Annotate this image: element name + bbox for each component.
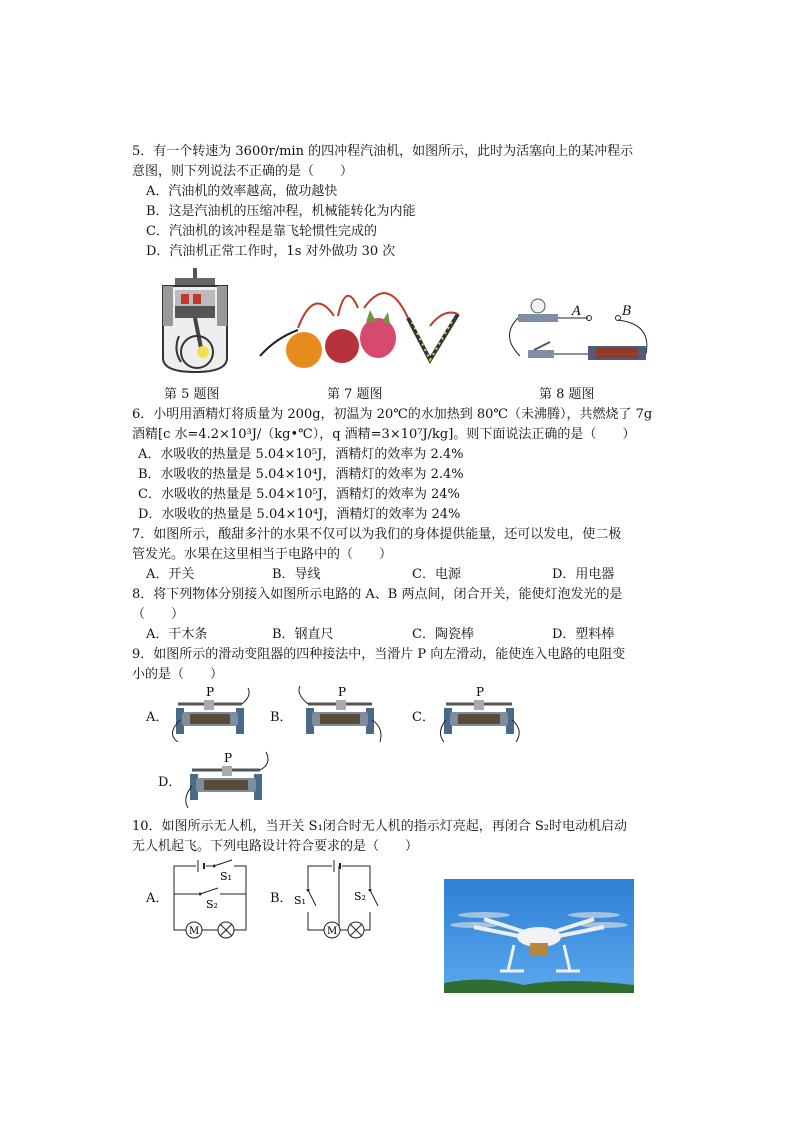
q9-stem-line2: 小的是（ ）: [132, 667, 224, 682]
rheostat-d-p-label: P: [224, 751, 233, 765]
point-b-label: B: [622, 304, 632, 319]
a-s2-label: S₂: [206, 898, 218, 911]
circuit-option-b: [292, 858, 384, 940]
q9-option-d-label: D．: [158, 775, 182, 790]
rheostat-b-p-label: P: [338, 686, 347, 699]
rheostat-a: [168, 686, 252, 742]
q8-option-b: B．钢直尺: [272, 627, 334, 642]
q8-stem-line2: （ ）: [132, 607, 185, 622]
b-motor-label: M: [327, 926, 338, 937]
q7-option-b: B．导线: [272, 567, 321, 582]
q6-option-b: B．水吸收的热量是 5.04×10⁴J，酒精灯的效率为 2.4%: [138, 467, 464, 482]
q5-option-a: A．汽油机的效率越高，做功越快: [146, 184, 338, 199]
q7-stem-line1: 7．如图所示，酸甜多汁的水果不仅可以为我们的身体提供能量，还可以发电，使二极: [132, 527, 622, 542]
q10-stem-line1: 10．如图所示无人机，当开关 S₁闭合时无人机的指示灯亮起，再闭合 S₂时电动机启动: [132, 819, 628, 834]
q10-option-b-label: B．: [270, 891, 293, 906]
q7-option-a: A．开关: [146, 567, 195, 582]
caption-fig5: 第 5 题图: [164, 387, 220, 402]
caption-fig8: 第 8 题图: [539, 387, 595, 402]
q8-option-c: C．陶瓷棒: [412, 627, 474, 642]
q5-option-b: B．这是汽油机的压缩冲程，机械能转化为内能: [146, 204, 416, 219]
a-s1-label: S₁: [220, 870, 232, 883]
q6-stem-line2: 酒精[c 水=4.2×10³J/（kg•℃），q 酒精=3×10⁷J/kg]。则下面说法正确的是（ ）: [132, 427, 636, 442]
q7-option-c: C．电源: [412, 567, 461, 582]
rheostat-d: [182, 750, 272, 808]
rheostat-a-p-label: P: [206, 686, 215, 699]
b-s2-label: S₂: [354, 890, 366, 903]
q9-option-c-label: C．: [412, 710, 435, 725]
q6-option-d: D．水吸收的热量是 5.04×10⁴J，酒精灯的效率为 24%: [138, 507, 461, 522]
q5-option-c: C．汽油机的该冲程是靠飞轮惯性完成的: [146, 224, 377, 239]
q10-option-a-label: A．: [146, 891, 169, 906]
q6-option-a: A．水吸收的热量是 5.04×10⁵J，酒精灯的效率为 2.4%: [138, 447, 464, 462]
caption-fig7: 第 7 题图: [327, 387, 383, 402]
drone-photo: [444, 879, 634, 993]
q9-option-a-label: A．: [146, 710, 169, 725]
circuit-option-a: [168, 858, 252, 940]
rheostat-c: [436, 684, 524, 742]
rheostat-c-p-label: P: [476, 685, 485, 699]
q9-stem-line1: 9．如图所示的滑动变阻器的四种接法中，当滑片 P 向左滑动，能使连入电路的电阻变: [132, 647, 626, 662]
q9-option-b-label: B．: [270, 710, 293, 725]
b-s1-label: S₁: [294, 894, 306, 907]
q8-stem-line1: 8．将下列物体分别接入如图所示电路的 A、B 两点间，闭合开关，能使灯泡发光的是: [132, 587, 623, 602]
q8-option-a: A．干木条: [146, 627, 208, 642]
q8-option-d: D．塑料棒: [552, 627, 615, 642]
fruit-battery-figure: [258, 278, 464, 370]
q7-stem-line2: 管发光。水果在这里相当于电路中的（ ）: [132, 547, 393, 562]
q5-stem-line2: 意图，则下列说法不正确的是（ ）: [132, 164, 354, 179]
engine-cylinder-figure: [155, 268, 235, 374]
q10-stem-line2: 无人机起飞。下列电路设计符合要求的是（ ）: [132, 839, 419, 854]
q6-option-c: C．水吸收的热量是 5.04×10⁵J，酒精灯的效率为 24%: [138, 487, 460, 502]
q5-stem-line1: 5．有一个转速为 3600r/min 的四冲程汽油机，如图所示，此时为活塞向上的某冲程示: [132, 144, 634, 159]
q5-option-d: D．汽油机正常工作时，1s 对外做功 30 次: [146, 244, 396, 259]
q6-stem-line1: 6．小明用酒精灯将质量为 200g，初温为 20℃的水加热到 80℃（未沸腾），共燃烧了 7g: [132, 407, 653, 422]
rheostat-b: [292, 686, 388, 742]
point-a-label: A: [572, 304, 582, 319]
q7-option-d: D．用电器: [552, 567, 615, 582]
a-motor-label: M: [189, 926, 200, 937]
